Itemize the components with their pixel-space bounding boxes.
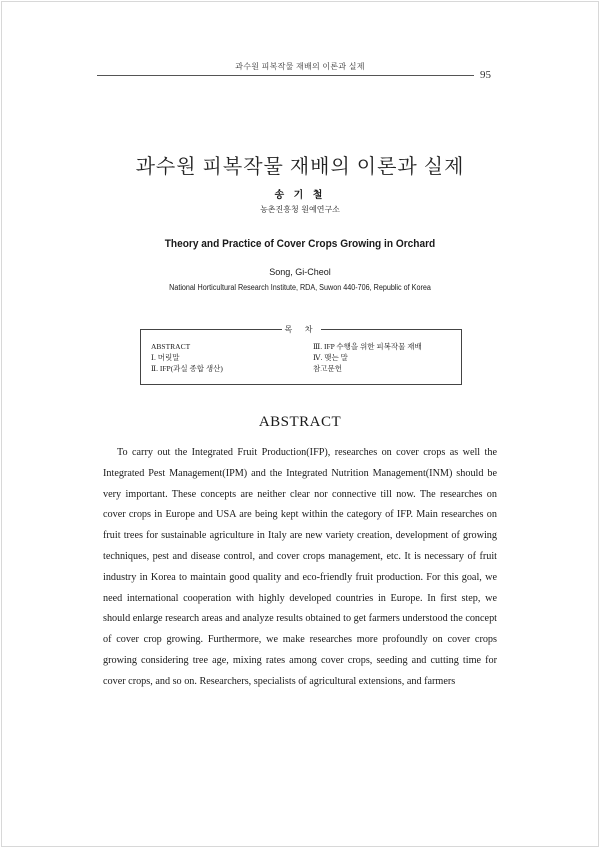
author-name-english: Song, Gi-Cheol (269, 267, 331, 277)
affiliation-english: National Horticultural Research Institute, RDA, Suwon 440-706, Republic of Korea (169, 283, 431, 292)
table-of-contents (140, 325, 462, 385)
toc-title-text: 목 차 (282, 325, 321, 334)
abstract-body: To carry out the Integrated Fruit Production(IFP), researches on cover crops as well the Integrated Pest Management(IPM) and the Integrated Nutrition Management(INM) should be very important. These concepts are neither clear nor connective till now. The researches on cover crops in Europe and USA are being kept within the category of IFP. Main researches on fruit trees for sustainable agriculture in Italy are new variety creation, development of growing techniques, pest and disease control, and cover crops management, etc. It is necessary of fruit industry in Korea to maintain good quality and eco-friendly fruit production. For this goal, we need international cooperation with highly developed countries in Europe. In first step, we should enlarge research areas and analyze results obtained to get farmers understood the concept of cover crop growing. Furthermore, we make researches more profoundly on cover crops growing considering tree age, mixing rates among cover crops, seeding and cutting time for cover crops, and so on. Researchers, specialists of agricultural extensions, and farmers (103, 447, 497, 687)
author-name-korean: 송 기 철 (274, 190, 326, 201)
running-head: 과수원 피복작물 재배의 이론과 실제 (235, 62, 365, 71)
toc-item: Ⅳ. 맺는 말 (313, 353, 348, 362)
abstract-heading: ABSTRACT (258, 414, 342, 430)
toc-item: Ⅱ. IFP(과실 종합 생산) (151, 364, 223, 373)
toc-item: ABSTRACT (151, 342, 191, 351)
paper-title-english: Theory and Practice of Cover Crops Growing in Orchard (164, 238, 436, 250)
toc-item: Ⅲ. IFP 수행을 위한 피복작물 재배 (313, 342, 422, 351)
toc-title (141, 324, 461, 335)
toc-column-right (313, 341, 422, 374)
paper-title-korean: 과수원 피복작물 재배의 이론과 실제 (135, 156, 465, 178)
header-rule (97, 75, 474, 76)
toc-item: 참고문헌 (313, 364, 342, 373)
toc-item: Ⅰ. 머릿말 (151, 353, 180, 362)
page-number: 95 (480, 69, 491, 81)
toc-column-left (151, 341, 223, 374)
affiliation-korean: 농촌진흥청 원예연구소 (260, 205, 340, 214)
